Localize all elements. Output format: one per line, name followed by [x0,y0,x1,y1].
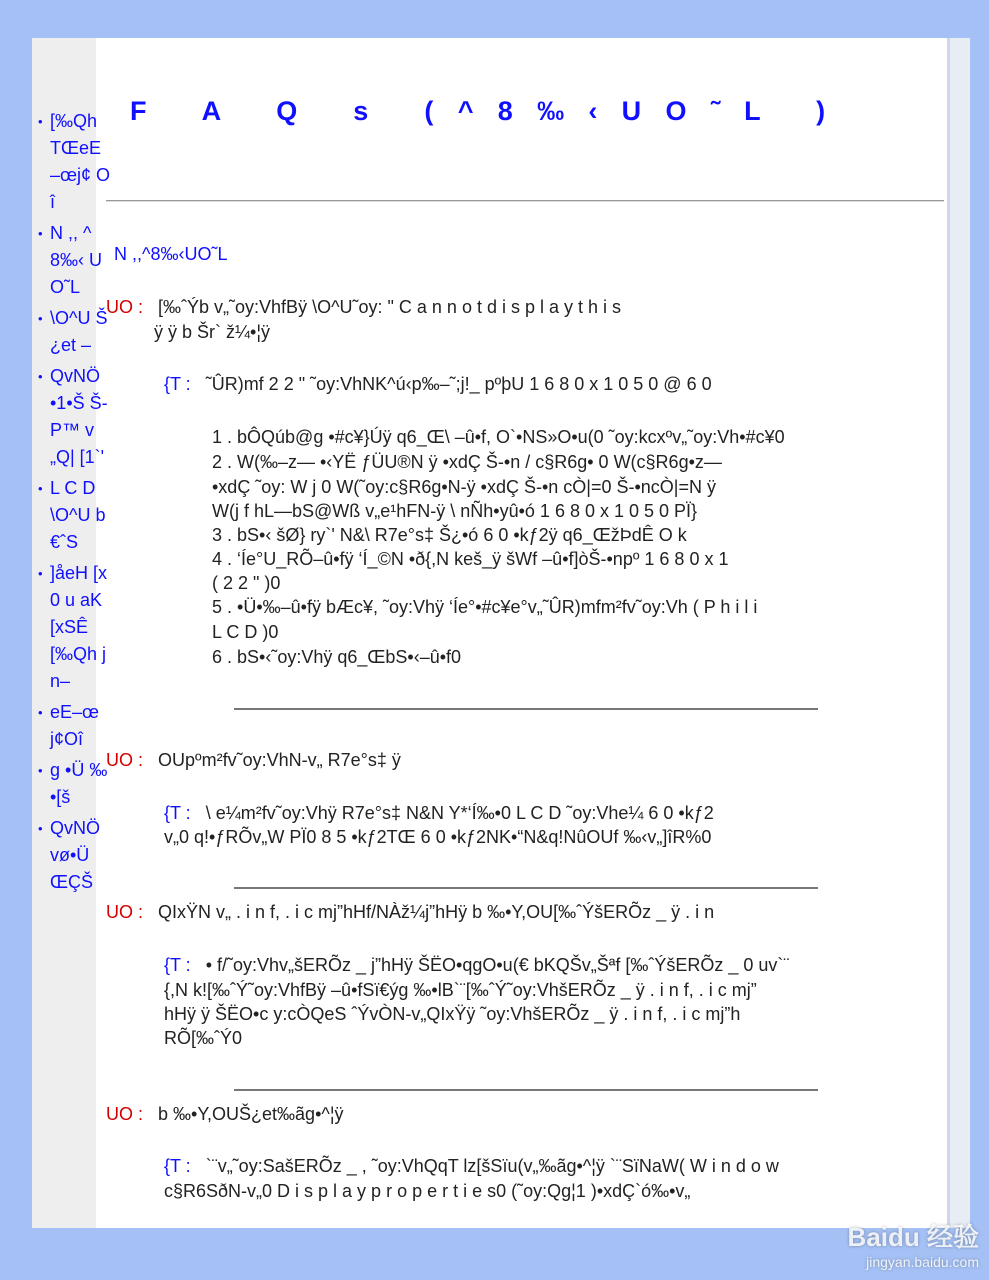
sidebar-item-label: QvNÖ vø•Ü ŒÇŠ [50,818,101,892]
answer-1-step: 3 . bS•‹ šØ} ry`' N&\ R7e°s‡ Š¿•ó 6 0 •kƒ2ÿ q6_ŒžÞdÊ O k [212,525,687,545]
sidebar-item-label: L C D \O^U b€ˆS [50,478,106,552]
answer-1-step: ( 2 2 " )0 [212,573,281,593]
question-label: UO : [106,902,144,922]
question-text: QIxŸN v„ . i n f, . i c mj”hHf/NÀž¼j”hHÿ b ‰•Y,OU[‰ˆÝšERÕz _ ÿ . i n [158,902,715,922]
section-divider [234,887,818,889]
question-text: b ‰•Y,OUŠ¿et‰ãg•^¦ÿ [158,1104,344,1124]
answer-1-step: 2 . W(‰–z— •‹YË ƒÜU®N ÿ •xdÇ Š-•n / c§R6g• 0 W(c§R6g•z— [212,452,722,472]
question-label: UO : [106,297,144,317]
answer-4 [164,1156,779,1177]
sidebar-item-label: [‰Qh TŒeE –œj¢ Oî [50,111,111,212]
answer-3-line-2: {,N k![‰ˆÝ˜oy:VhfBÿ –û•fSï€ýg ‰•lB`¨[‰ˆÝ˜oy:VhšERÕz _ ÿ . i n f, . i c mj” [164,980,757,1000]
answer-1-step: L C D )0 [212,622,279,642]
watermark-url: jingyan.baidu.com [866,1254,979,1270]
sidebar-item-9[interactable] [32,815,162,896]
bullet-icon: • [38,821,43,836]
sidebar-item-label: N ,, ^8‰‹ UO˜L [50,223,103,297]
answer-3-line-3: hHÿ ÿ ŠËO•c y:cÒQeS ˆÝvÒN-v„QIxŸÿ ˜oy:VhšERÕz _ ÿ . i n f, . i c mj”h [164,1004,741,1024]
answer-1-step: •xdÇ ˜oy: W j 0 W(˜oy:c§R6g•N-ÿ •xdÇ Š-•n cÒ|=0 Š-•ncÒ|=N ÿ [212,477,716,497]
sidebar-item-6[interactable] [32,560,162,695]
answer-2-line-2: v„0 q!•ƒRÕv„W PÏ0 8 5 •kƒ2TŒ 6 0 •kƒ2NK•“N&q!NûOUf ‰‹v„]îR%0 [164,827,712,847]
sidebar-item-5[interactable] [32,475,162,556]
section-divider [234,1089,818,1091]
question-2 [106,750,401,771]
bullet-icon: • [38,226,43,241]
answer-label: {T : [164,955,191,975]
watermark-brand: Baidu 经验 [847,1222,979,1252]
question-text: OUpºm²fv˜oy:VhN-v„ R7e°s‡ ÿ [158,750,401,770]
answer-1-step: 5 . •Ü•‰–û•fÿ bÆc¥, ˜oy:Vhÿ ‘Íe°•#c¥e°v„˜ÛR)mfm²fv˜oy:Vh ( P h i l i [212,597,758,617]
sidebar-item-label: QvNÖ •1•Š Š-P™ v„Q| [1`' [50,366,108,467]
question-text: [‰ˆÝb v„˜oy:VhfBÿ \O^U˜oy: " C a n n o t d i s p l a y t h i s [158,297,622,317]
answer-text: ˜ÛR)mf 2 2 " ˜oy:VhNK^ú‹p‰–˜;j!_ pºþU 1 6 8 0 x 1 0 5 0 @ 6 0 [205,374,712,394]
bullet-icon: • [38,705,43,720]
answer-1-step: 4 . ‘Íe°U_RÕ–û•fÿ ‘Í_©N •ð{,N keš_ÿ šWf –û•f]òŠ-•npº 1 6 8 0 x 1 [212,549,729,569]
question-label: UO : [106,1104,144,1124]
answer-label: {T : [164,374,191,394]
question-1 [106,297,621,318]
answer-3-line-4: RÕ[‰ˆÝ0 [164,1028,243,1048]
question-label: UO : [106,750,144,770]
question-3 [106,902,714,923]
sidebar-item-label: \O^U Š¿et – [50,308,108,355]
answer-text: \ e¼m²fv˜oy:Vhÿ R7e°s‡ N&N Y*‘Í‰•0 L C D ˜oy:Vhe¼ 6 0 •kƒ2 [205,803,714,823]
right-scroll-strip [947,38,970,1228]
bullet-icon: • [38,114,43,129]
answer-4-line-2: c§R6SðN-v„0 D i s p l a y p r o p e r t i e s0 (˜oy:Qg¦1 )•xdÇ`ó‰•v„ [164,1181,691,1201]
answer-3 [164,955,789,976]
sidebar-item-label: g •Ü ‰•[š [50,760,108,807]
bullet-icon: • [38,763,43,778]
baidu-watermark [848,1217,979,1270]
question-4 [106,1104,344,1125]
answer-text: • f/˜oy:Vhv„šERÕz _ j”hHÿ ŠËO•qgO•u(€ bKQŠv„Šªf [‰ˆÝšERÕz _ 0 uv`¨ [205,955,790,975]
answer-1-step: 6 . bS•‹˜oy:Vhÿ q6_ŒbS•‹–û•f0 [212,647,462,667]
title-divider [106,200,944,202]
bullet-icon: • [38,369,43,384]
page-title: F A Q s (^8‰‹UO˜L ) [130,96,850,127]
bullet-icon: • [38,566,43,581]
answer-1 [164,374,712,395]
document-page [32,38,970,1228]
bullet-icon: • [38,481,43,496]
breadcrumb: N ,,^8‰‹UO˜L [114,244,228,264]
answer-1-step: 1 . bÔQúb@g •#c¥}Úÿ q6_Œ\ –û•f, O`•NS»O•u(0 ˜oy:kcxºv„˜oy:Vh•#c¥0 [212,427,785,447]
bullet-icon: • [38,311,43,326]
sidebar-item-7[interactable] [32,699,162,753]
sidebar-item-label: eE–œ j¢Oî [50,702,100,749]
question-1-line-2: ÿ ÿ b Šr` ž¼•¦ÿ [154,322,270,342]
sidebar-item-4[interactable] [32,363,162,471]
answer-text: `¨v„˜oy:SašERÕz _ , ˜oy:VhQqT lz[šSïu(v„‰ãg•^¦ÿ `¨SïNaW( W i n d o w [205,1156,779,1176]
answer-label: {T : [164,1156,191,1176]
answer-2 [164,803,714,824]
answer-label: {T : [164,803,191,823]
sidebar-nav [32,108,162,900]
answer-1-step: W(j f hL—bS@Wß v„e¹hFN-ÿ \ nÑh•yû•ó 1 6 8 0 x 1 0 5 0 PÏ} [212,501,698,521]
sidebar-item-label: ]åeH [x0 u aK [xSÊ [‰Qh j n– [50,563,108,691]
section-divider [234,708,818,710]
